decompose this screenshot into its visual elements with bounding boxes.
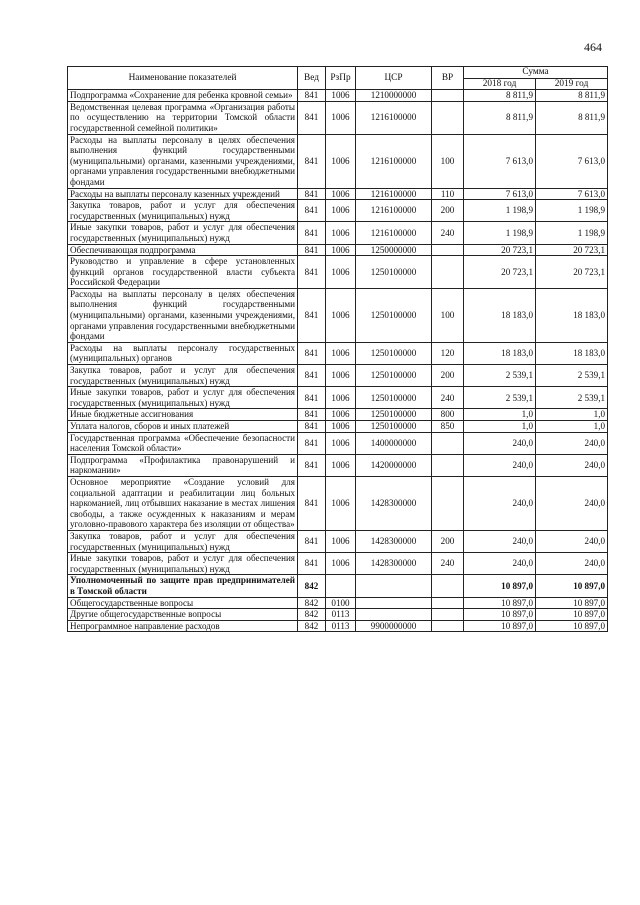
cell-2019: 7 613,0 bbox=[536, 188, 608, 200]
cell-name: Иные закупки товаров, работ и услуг для обеспечения государственных (муниципальных) нужд bbox=[68, 222, 298, 244]
cell-2019: 240,0 bbox=[536, 454, 608, 476]
cell-vr: 240 bbox=[432, 222, 464, 244]
cell-csr bbox=[356, 597, 432, 609]
cell-2019: 1,0 bbox=[536, 409, 608, 421]
cell-2018: 240,0 bbox=[464, 530, 536, 552]
cell-name: Расходы на выплаты персоналу в целях обеспечения выполнения функций государственными (муниципальными) органами, казенными учреждениями, органами управления государственными внебюджетными фондами bbox=[68, 134, 298, 188]
cell-csr: 1250100000 bbox=[356, 387, 432, 409]
cell-2018: 240,0 bbox=[464, 476, 536, 530]
cell-ved: 841 bbox=[298, 101, 326, 134]
cell-csr bbox=[356, 609, 432, 621]
cell-2019: 240,0 bbox=[536, 476, 608, 530]
cell-csr: 1250100000 bbox=[356, 365, 432, 387]
cell-name: Уплата налогов, сборов и иных платежей bbox=[68, 421, 298, 433]
cell-2019: 7 613,0 bbox=[536, 134, 608, 188]
table-row bbox=[68, 553, 608, 575]
cell-rzpr: 1006 bbox=[326, 256, 356, 289]
cell-name: Иные бюджетные ассигнования bbox=[68, 409, 298, 421]
cell-rzpr: 1006 bbox=[326, 476, 356, 530]
cell-2019: 8 811,9 bbox=[536, 101, 608, 134]
cell-vr bbox=[432, 454, 464, 476]
cell-2018: 240,0 bbox=[464, 553, 536, 575]
cell-2018: 8 811,9 bbox=[464, 101, 536, 134]
cell-rzpr: 1006 bbox=[326, 454, 356, 476]
table-row bbox=[68, 530, 608, 552]
cell-vr: 240 bbox=[432, 553, 464, 575]
cell-name: Расходы на выплаты персоналу государственных (муниципальных) органов bbox=[68, 342, 298, 364]
cell-rzpr: 0100 bbox=[326, 597, 356, 609]
cell-vr bbox=[432, 476, 464, 530]
cell-rzpr: 1006 bbox=[326, 432, 356, 454]
cell-vr: 850 bbox=[432, 421, 464, 433]
cell-2018: 20 723,1 bbox=[464, 256, 536, 289]
cell-2018: 18 183,0 bbox=[464, 288, 536, 342]
cell-rzpr: 1006 bbox=[326, 188, 356, 200]
cell-2018: 10 897,0 bbox=[464, 609, 536, 621]
cell-csr: 1250000000 bbox=[356, 244, 432, 256]
cell-2019: 1,0 bbox=[536, 421, 608, 433]
cell-2018: 1 198,9 bbox=[464, 222, 536, 244]
cell-ved: 841 bbox=[298, 288, 326, 342]
cell-2019: 8 811,9 bbox=[536, 90, 608, 102]
cell-rzpr: 1006 bbox=[326, 365, 356, 387]
header-2018: 2018 год bbox=[464, 78, 536, 90]
table-row bbox=[68, 188, 608, 200]
cell-ved: 841 bbox=[298, 530, 326, 552]
cell-2019: 10 897,0 bbox=[536, 597, 608, 609]
cell-vr bbox=[432, 597, 464, 609]
header-rzpr: РзПр bbox=[326, 67, 356, 90]
cell-2018: 240,0 bbox=[464, 454, 536, 476]
cell-csr: 1428300000 bbox=[356, 553, 432, 575]
cell-2018: 2 539,1 bbox=[464, 365, 536, 387]
cell-ved: 842 bbox=[298, 620, 326, 632]
cell-vr bbox=[432, 90, 464, 102]
cell-ved: 841 bbox=[298, 256, 326, 289]
cell-2018: 1,0 bbox=[464, 409, 536, 421]
cell-name: Иные закупки товаров, работ и услуг для обеспечения государственных (муниципальных) нужд bbox=[68, 553, 298, 575]
cell-vr: 800 bbox=[432, 409, 464, 421]
cell-csr: 1250100000 bbox=[356, 342, 432, 364]
cell-rzpr: 1006 bbox=[326, 387, 356, 409]
cell-ved: 841 bbox=[298, 222, 326, 244]
cell-ved: 841 bbox=[298, 244, 326, 256]
cell-csr: 1216100000 bbox=[356, 222, 432, 244]
cell-2019: 240,0 bbox=[536, 553, 608, 575]
cell-ved: 841 bbox=[298, 421, 326, 433]
cell-name: Закупка товаров, работ и услуг для обеспечения государственных (муниципальных) нужд bbox=[68, 200, 298, 222]
table-row bbox=[68, 134, 608, 188]
header-sum: Сумма bbox=[464, 67, 608, 79]
cell-ved: 841 bbox=[298, 90, 326, 102]
cell-vr bbox=[432, 432, 464, 454]
cell-name: Непрограммное направление расходов bbox=[68, 620, 298, 632]
table-row bbox=[68, 365, 608, 387]
cell-vr: 200 bbox=[432, 365, 464, 387]
cell-csr: 1250100000 bbox=[356, 256, 432, 289]
cell-rzpr: 0113 bbox=[326, 620, 356, 632]
cell-2019: 1 198,9 bbox=[536, 200, 608, 222]
cell-rzpr: 1006 bbox=[326, 222, 356, 244]
cell-ved: 841 bbox=[298, 409, 326, 421]
table-row bbox=[68, 432, 608, 454]
cell-2018: 1 198,9 bbox=[464, 200, 536, 222]
cell-name: Расходы на выплаты персоналу казенных учреждений bbox=[68, 188, 298, 200]
cell-2019: 2 539,1 bbox=[536, 365, 608, 387]
cell-vr bbox=[432, 244, 464, 256]
cell-name: Подпрограмма «Профилактика правонарушений и наркомании» bbox=[68, 454, 298, 476]
table-body bbox=[68, 90, 608, 632]
cell-csr: 1250100000 bbox=[356, 288, 432, 342]
cell-csr: 1428300000 bbox=[356, 530, 432, 552]
table-row bbox=[68, 597, 608, 609]
cell-csr: 1216100000 bbox=[356, 200, 432, 222]
cell-rzpr: 1006 bbox=[326, 288, 356, 342]
cell-name: Подпрограмма «Сохранение для ребенка кровной семьи» bbox=[68, 90, 298, 102]
cell-2019: 10 897,0 bbox=[536, 620, 608, 632]
cell-rzpr: 1006 bbox=[326, 244, 356, 256]
cell-2018: 20 723,1 bbox=[464, 244, 536, 256]
cell-vr: 100 bbox=[432, 288, 464, 342]
cell-2018: 240,0 bbox=[464, 432, 536, 454]
cell-2019: 240,0 bbox=[536, 432, 608, 454]
cell-ved: 841 bbox=[298, 553, 326, 575]
cell-ved: 841 bbox=[298, 200, 326, 222]
cell-2019: 18 183,0 bbox=[536, 288, 608, 342]
header-name: Наименование показателей bbox=[68, 67, 298, 90]
cell-2018: 2 539,1 bbox=[464, 387, 536, 409]
table-header-row bbox=[68, 67, 608, 79]
cell-name: Основное мероприятие «Создание условий для социальной адаптации и реабилитации лиц больных наркоманией, лиц отбывших наказание в местах лишения свободы, а также осужденных к наказаниям и мерам уголовно-правового характера без изоляции от общества» bbox=[68, 476, 298, 530]
budget-table bbox=[67, 66, 608, 632]
header-csr: ЦСР bbox=[356, 67, 432, 90]
cell-2018: 7 613,0 bbox=[464, 188, 536, 200]
cell-csr: 9900000000 bbox=[356, 620, 432, 632]
cell-vr bbox=[432, 620, 464, 632]
cell-csr: 1250100000 bbox=[356, 409, 432, 421]
table-row bbox=[68, 244, 608, 256]
cell-name: Обеспечивающая подпрограмма bbox=[68, 244, 298, 256]
cell-2019: 240,0 bbox=[536, 530, 608, 552]
cell-name: Общегосударственные вопросы bbox=[68, 597, 298, 609]
cell-ved: 841 bbox=[298, 454, 326, 476]
cell-rzpr: 1006 bbox=[326, 409, 356, 421]
cell-name: Другие общегосударственные вопросы bbox=[68, 609, 298, 621]
cell-name: Государственная программа «Обеспечение безопасности населения Томской области» bbox=[68, 432, 298, 454]
cell-ved: 841 bbox=[298, 432, 326, 454]
page-number: 464 bbox=[584, 40, 602, 54]
cell-vr: 110 bbox=[432, 188, 464, 200]
header-vr: ВР bbox=[432, 67, 464, 90]
cell-vr: 200 bbox=[432, 200, 464, 222]
cell-csr: 1428300000 bbox=[356, 476, 432, 530]
cell-2019: 10 897,0 bbox=[536, 609, 608, 621]
cell-vr: 120 bbox=[432, 342, 464, 364]
cell-name: Ведомственная целевая программа «Организация работы по осуществлению на территории Томской области государственной семейной политики» bbox=[68, 101, 298, 134]
cell-ved: 841 bbox=[298, 476, 326, 530]
cell-csr: 1216100000 bbox=[356, 101, 432, 134]
cell-ved: 842 bbox=[298, 597, 326, 609]
cell-rzpr: 1006 bbox=[326, 200, 356, 222]
table-row bbox=[68, 609, 608, 621]
header-2019: 2019 год bbox=[536, 78, 608, 90]
table-row bbox=[68, 454, 608, 476]
cell-name: Закупка товаров, работ и услуг для обеспечения государственных (муниципальных) нужд bbox=[68, 365, 298, 387]
cell-csr: 1216100000 bbox=[356, 134, 432, 188]
cell-vr bbox=[432, 609, 464, 621]
cell-rzpr: 1006 bbox=[326, 90, 356, 102]
cell-csr: 1210000000 bbox=[356, 90, 432, 102]
cell-2018: 18 183,0 bbox=[464, 342, 536, 364]
table-row bbox=[68, 421, 608, 433]
cell-vr bbox=[432, 256, 464, 289]
cell-vr: 100 bbox=[432, 134, 464, 188]
cell-vr bbox=[432, 101, 464, 134]
table-row bbox=[68, 222, 608, 244]
cell-rzpr: 0113 bbox=[326, 609, 356, 621]
cell-2018: 7 613,0 bbox=[464, 134, 536, 188]
table-row bbox=[68, 620, 608, 632]
table-row bbox=[68, 409, 608, 421]
cell-name: Закупка товаров, работ и услуг для обеспечения государственных (муниципальных) нужд bbox=[68, 530, 298, 552]
cell-2019: 20 723,1 bbox=[536, 256, 608, 289]
cell-rzpr: 1006 bbox=[326, 553, 356, 575]
table-row bbox=[68, 342, 608, 364]
cell-csr: 1216100000 bbox=[356, 188, 432, 200]
cell-vr: 200 bbox=[432, 530, 464, 552]
cell-vr: 240 bbox=[432, 387, 464, 409]
cell-rzpr: 1006 bbox=[326, 421, 356, 433]
cell-rzpr: 1006 bbox=[326, 530, 356, 552]
cell-2019: 18 183,0 bbox=[536, 342, 608, 364]
table-row bbox=[68, 575, 608, 597]
cell-rzpr: 1006 bbox=[326, 101, 356, 134]
cell-2018: 10 897,0 bbox=[464, 597, 536, 609]
table-row bbox=[68, 288, 608, 342]
cell-ved: 841 bbox=[298, 188, 326, 200]
cell-name: Расходы на выплаты персоналу в целях обеспечения выполнения функций государственными (муниципальными) органами, казенными учреждениями, органами управления государственными внебюджетными фондами bbox=[68, 288, 298, 342]
cell-ved: 841 bbox=[298, 365, 326, 387]
cell-2018: 10 897,0 bbox=[464, 620, 536, 632]
cell-csr: 1420000000 bbox=[356, 454, 432, 476]
cell-name: Руководство и управление в сфере установленных функций органов государственной власти субъекта Российской Федерации bbox=[68, 256, 298, 289]
table-row bbox=[68, 476, 608, 530]
cell-ved: 842 bbox=[298, 609, 326, 621]
cell-rzpr: 1006 bbox=[326, 134, 356, 188]
table-row bbox=[68, 101, 608, 134]
cell-name: Иные закупки товаров, работ и услуг для обеспечения государственных (муниципальных) нужд bbox=[68, 387, 298, 409]
header-ved: Вед bbox=[298, 67, 326, 90]
table-row bbox=[68, 90, 608, 102]
cell-2019: 20 723,1 bbox=[536, 244, 608, 256]
cell-rzpr bbox=[326, 575, 356, 597]
cell-2019: 2 539,1 bbox=[536, 387, 608, 409]
cell-name: Уполномоченный по защите прав предпринимателей в Томской области bbox=[68, 575, 298, 597]
cell-csr: 1250100000 bbox=[356, 421, 432, 433]
cell-ved: 841 bbox=[298, 387, 326, 409]
cell-2019: 1 198,9 bbox=[536, 222, 608, 244]
table-row bbox=[68, 387, 608, 409]
cell-ved: 842 bbox=[298, 575, 326, 597]
table-row bbox=[68, 256, 608, 289]
cell-2018: 10 897,0 bbox=[464, 575, 536, 597]
cell-2018: 1,0 bbox=[464, 421, 536, 433]
cell-2018: 8 811,9 bbox=[464, 90, 536, 102]
cell-ved: 841 bbox=[298, 342, 326, 364]
cell-csr bbox=[356, 575, 432, 597]
cell-vr bbox=[432, 575, 464, 597]
table-row bbox=[68, 200, 608, 222]
cell-rzpr: 1006 bbox=[326, 342, 356, 364]
cell-2019: 10 897,0 bbox=[536, 575, 608, 597]
cell-ved: 841 bbox=[298, 134, 326, 188]
cell-csr: 1400000000 bbox=[356, 432, 432, 454]
